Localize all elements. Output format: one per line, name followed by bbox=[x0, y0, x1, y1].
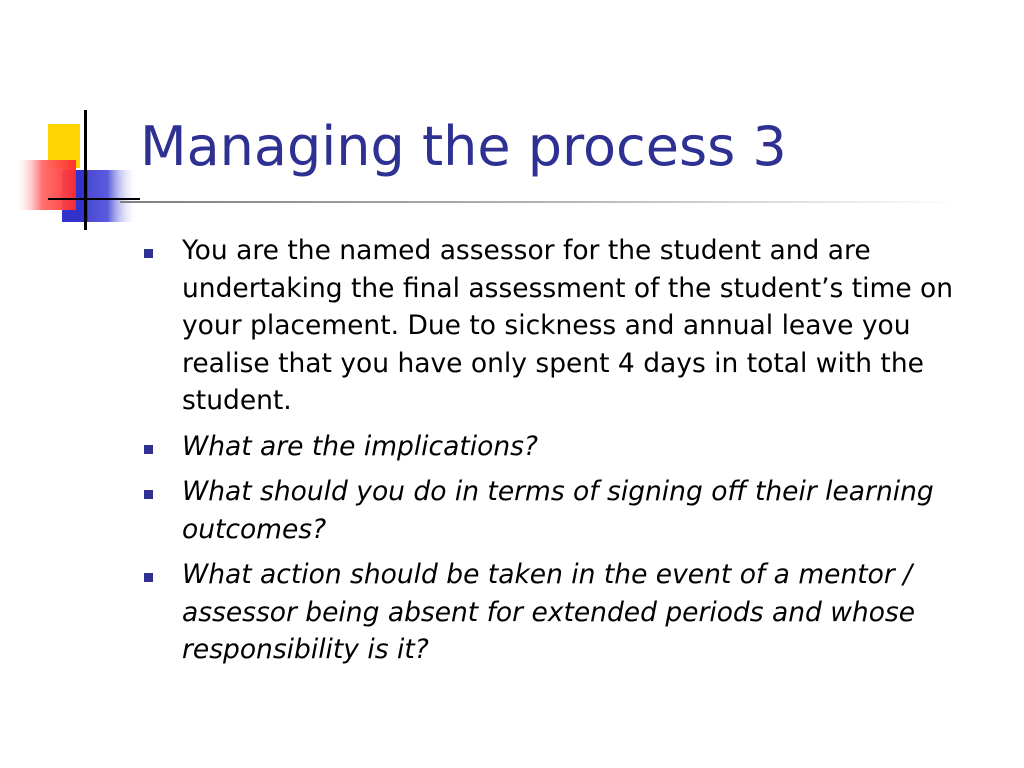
slide-title: Managing the process 3 bbox=[140, 115, 787, 178]
square-bullet-icon bbox=[144, 490, 153, 499]
bullet-text: What should you do in terms of signing off their learning outcomes? bbox=[182, 476, 934, 545]
title-underline bbox=[120, 201, 960, 203]
bullet-text: What action should be taken in the event of a mentor / assessor being absent for extended periods and whose responsibility is it? bbox=[182, 559, 916, 665]
square-bullet-icon bbox=[144, 573, 153, 582]
square-bullet-icon bbox=[144, 445, 153, 454]
bullet-item-question-absence bbox=[144, 556, 1004, 669]
bullet-list bbox=[144, 232, 1004, 677]
bullet-text: What are the implications? bbox=[182, 430, 538, 462]
bullet-item-question-signing-off bbox=[144, 473, 1004, 548]
decorative-squares-icon bbox=[0, 0, 140, 240]
bullet-text: You are the named assessor for the student and are undertaking the final assessment of the student’s time on your placement. Due to sickness and annual leave you realise that you have only spent 4 days in total with the student. bbox=[182, 235, 954, 416]
bullet-item-scenario bbox=[144, 232, 1004, 420]
bullet-item-question-implications bbox=[144, 428, 1004, 466]
square-bullet-icon bbox=[144, 249, 153, 258]
